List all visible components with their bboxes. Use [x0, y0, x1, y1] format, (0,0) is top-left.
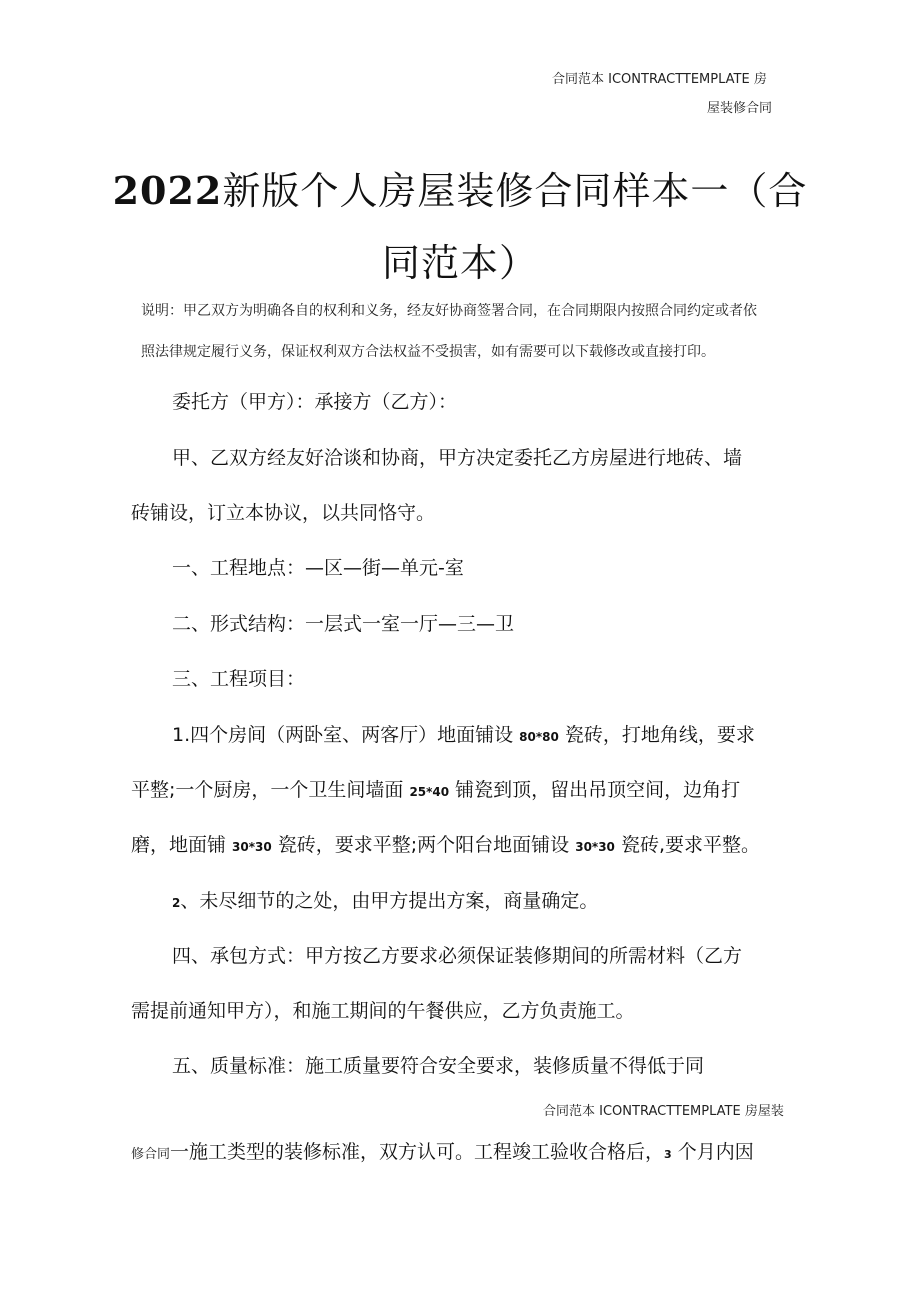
item-1-line-1-b: 瓷砖，打地角线，要求	[558, 724, 755, 746]
document-title	[0, 160, 920, 215]
item-1-line-2-b: 铺瓷到顶，留出吊顶空间，边角打	[449, 779, 741, 801]
title-line-1: 新版个人房屋装修合同样本一（合	[222, 169, 808, 213]
quality-line-2-a: 一施工类型的装修标准，双方认可。工程竣工验收合格后，	[170, 1141, 665, 1163]
item-1-line-1	[172, 720, 755, 747]
note-line-2: 照法律规定履行义务，保证权利双方合法权益不受损害，如有需要可以下载修改或直接打印。	[141, 344, 715, 360]
header-line-2: 屋装修合同	[707, 101, 773, 116]
quality-line-1: 五、质量标准：施工质量要符合安全要求，装修质量不得低于同	[172, 1055, 705, 1077]
quality-line-2	[131, 1137, 754, 1164]
section-items-title: 三、工程项目：	[172, 668, 306, 690]
quality-line-2-small: 修合同	[131, 1147, 171, 1162]
tile-size-30-b: 30*30	[575, 840, 615, 854]
item-1-line-2	[131, 775, 740, 802]
item-1-line-3-a: 磨，地面铺	[131, 834, 233, 856]
tile-size-80: 80*80	[519, 730, 559, 744]
contract-line-1: 四、承包方式：甲方按乙方要求必须保证装修期间的所需材料（乙方	[172, 945, 743, 967]
item-1-line-3-c: 瓷砖,要求平整。	[614, 834, 760, 856]
header-line-1: 合同范本 ICONTRACTTEMPLATE 房	[552, 72, 767, 87]
document-title-line-2: 同范本）	[381, 241, 538, 285]
intro-line-2: 砖铺设，订立本协议，以共同恪守。	[131, 502, 436, 524]
contract-line-2: 需提前通知甲方），和施工期间的午餐供应，乙方负责施工。	[131, 1000, 635, 1022]
tile-size-30-a: 30*30	[232, 840, 272, 854]
item-2-line	[172, 886, 598, 913]
item-1-line-1-a: 1.四个房间（两卧室、两客厅）地面铺设	[172, 724, 520, 746]
parties-line: 委托方（甲方）：承接方（乙方）：	[172, 391, 458, 413]
quality-months-number: 3	[664, 1148, 672, 1161]
note-line-1: 说明：甲乙双方为明确各自的权利和义务，经友好协商签署合同，在合同期限内按照合同约定或者依	[141, 303, 757, 319]
tile-size-25-40: 25*40	[409, 785, 450, 799]
intro-line-1: 甲、乙双方经友好洽谈和协商，甲方决定委托乙方房屋进行地砖、墙	[172, 447, 743, 469]
section-structure: 二、形式结构：一层式一室一厅—三—卫	[172, 613, 515, 635]
item-1-line-3-b: 瓷砖，要求平整;两个阳台地面铺设	[271, 834, 576, 856]
footer-header: 合同范本 ICONTRACTTEMPLATE 房屋装	[543, 1104, 784, 1119]
section-location: 一、工程地点：—区—街—单元-室	[172, 557, 464, 579]
quality-line-2-b: 个月内因	[671, 1141, 754, 1163]
title-year: 2022	[112, 168, 223, 213]
item-2-number: 2	[172, 896, 181, 910]
item-1-line-2-a: 平整;一个厨房，一个卫生间墙面	[131, 779, 410, 801]
item-1-line-3	[131, 830, 760, 857]
item-2-text: 、未尽细节的之处，由甲方提出方案，商量确定。	[180, 890, 599, 912]
